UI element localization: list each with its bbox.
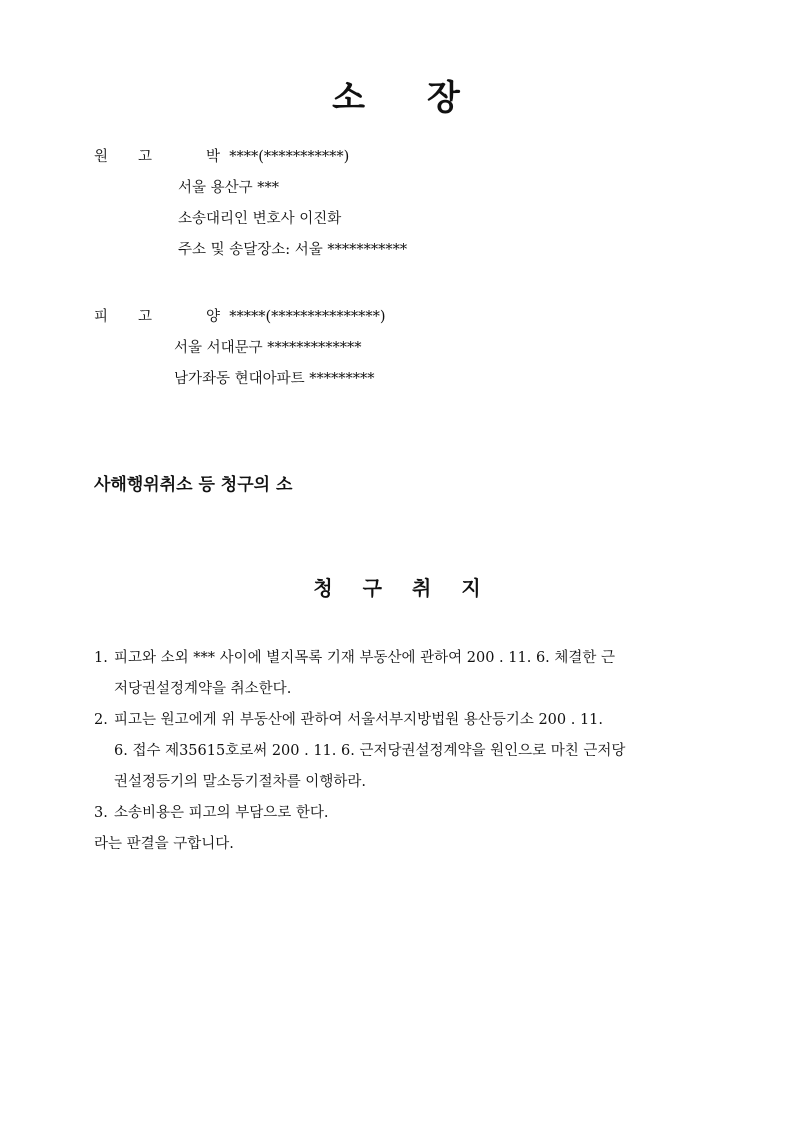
defendant-block — [94, 306, 386, 399]
defendant-name: 양 — [206, 309, 221, 325]
plaintiff-service-address: 주소 및 송달장소: 서울 *********** — [178, 242, 408, 258]
plaintiff-name: 박 — [206, 149, 221, 165]
plaintiff-role: 원 고 — [94, 149, 153, 165]
claim-item: 3. 소송비용은 피고의 부담으로 한다. — [94, 805, 329, 821]
claim-item: 2. 피고는 원고에게 위 부동산에 관하여 서울서부지방법원 용산등기소 200 . 11. 6. 접수 제35615호로써 200 . 11. 6. 근저당권설정계약을 원인으로 마친 근저당 권설정등기의 말소등기절차를 이행하라. — [94, 712, 626, 790]
plaintiff-agent: 소송대리인 변호사 이진화 — [178, 211, 342, 227]
claims-list — [94, 643, 700, 860]
plaintiff-id: ****(***********) — [229, 149, 350, 165]
title-char-right: 장 — [427, 78, 462, 118]
defendant-role: 피 고 — [94, 309, 153, 325]
section-title: 청 구 취 지 — [313, 576, 481, 600]
plaintiff-block — [94, 146, 407, 270]
defendant-address-2: 남가좌동 현대아파트 ********* — [174, 371, 375, 387]
document-title — [0, 70, 794, 119]
title-char-left: 소 — [332, 78, 367, 118]
defendant-address-1: 서울 서대문구 ************* — [174, 340, 362, 356]
case-title: 사해행위취소 등 청구의 소 — [94, 475, 293, 495]
claim-item: 1. 피고와 소외 *** 사이에 별지목록 기재 부동산에 관하여 200 . 11. 6. 체결한 근 저당권설정계약을 취소한다. — [94, 650, 616, 697]
defendant-id: *****(***************) — [229, 309, 386, 325]
closing-statement: 라는 판결을 구합니다. — [94, 836, 234, 852]
plaintiff-address: 서울 용산구 *** — [178, 180, 280, 196]
